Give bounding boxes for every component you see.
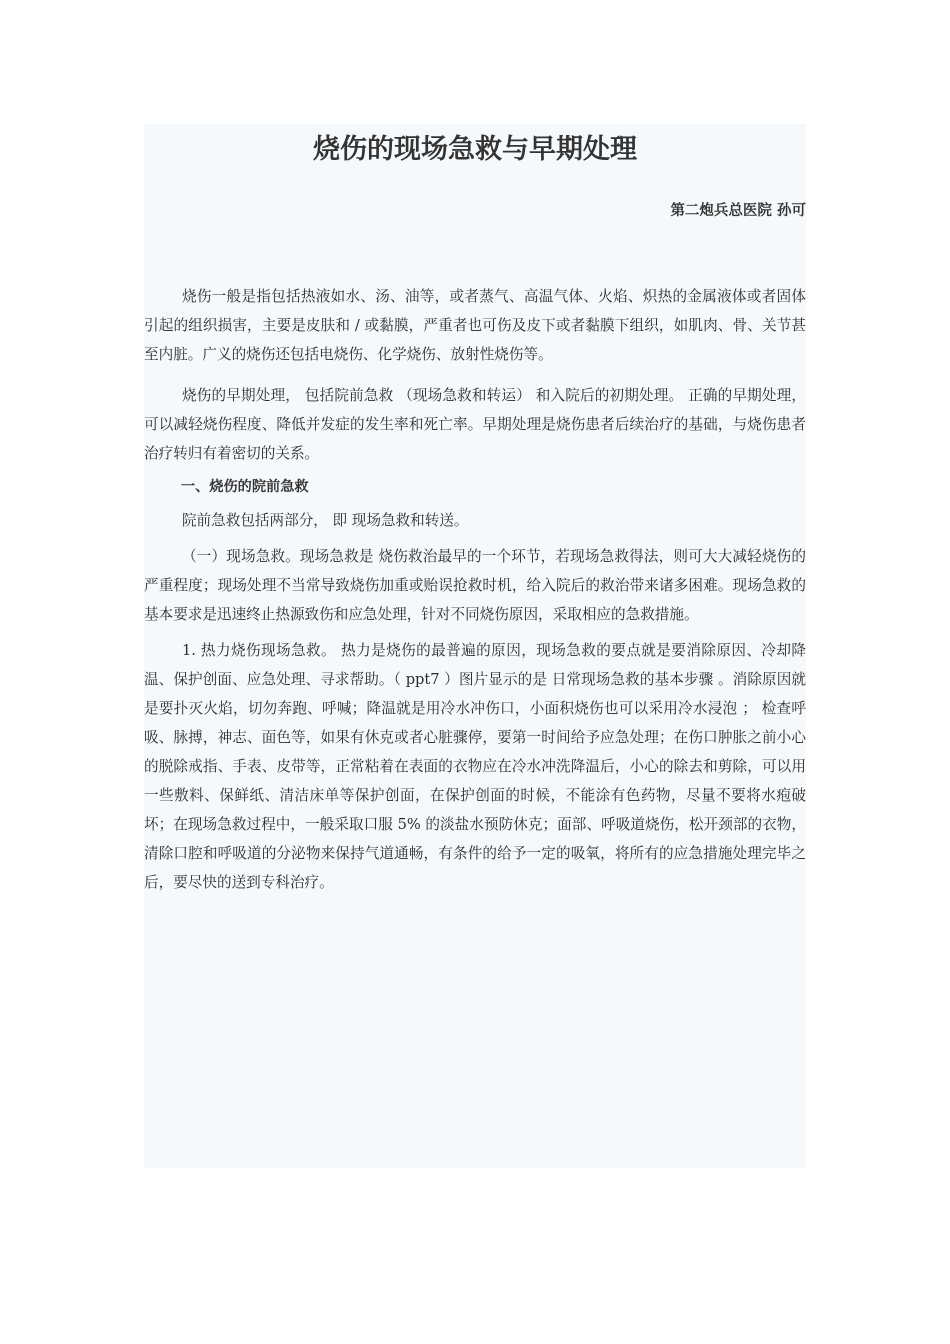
intro-paragraph-2: 烧伤的早期处理， 包括院前急救 （现场急救和转运） 和入院后的初期处理。 正确的早期处理，可以减轻烧伤程度、降低并发症的发生率和死亡率。早期处理是烧伤患者后续治疗的基础，与烧伤患者治疗转归有着密切的关系。 [144, 387, 806, 462]
section-paragraph-1: 院前急救包括两部分， 即 现场急救和转送。 [181, 512, 469, 529]
document-body [144, 282, 806, 909]
section-paragraph-3: 1. 热力烧伤现场急救。 热力是烧伤的最普遍的原因，现场急救的要点就是要消除原因、冷却降温、保护创面、应急处理、寻求帮助。（ ppt7 ）图片显示的是 日常现场急救的基本步骤 。消除原因就是要扑灭火焰，切勿奔跑、呼喊；降温就是用冷水冲伤口，小面积烧伤也可以采用冷水浸泡 ； 检查呼吸、脉搏，神志、面色等，如果有休克或者心脏骤停，要第一时间给予应急处理；在伤口肿胀之前小心的脱除戒指、手表、皮带等，正常粘着在表面的衣物应在冷水冲洗降温后，小心的除去和剪除，可以用一些敷料、保鲜纸、清洁床单等保护创面，在保护创面的时候，不能涂有色药物，尽量不要将水疱破坏；在现场急救过程中，一般采取口服 5% 的淡盐水预防休克；面部、呼吸道烧伤，松开颈部的衣物，清除口腔和呼吸道的分泌物来保持气道通畅，有条件的给予一定的吸氧，将所有的应急措施处理完毕之后，要尽快的送到专科治疗。 [144, 642, 806, 891]
section-heading: 一、烧伤的院前急救 [180, 479, 309, 495]
intro-paragraph-1: 烧伤一般是指包括热液如水、汤、油等，或者蒸气、高温气体、火焰、炽热的金属液体或者固体引起的组织损害，主要是皮肤和 / 或黏膜，严重者也可伤及皮下或者黏膜下组织，如肌肉、骨、关节甚至内脏。广义的烧伤还包括电烧伤、化学烧伤、放射性烧伤等。 [144, 288, 806, 363]
section-paragraph-2: （一）现场急救。现场急救是 烧伤救治最早的一个环节，若现场急救得法，则可大大减轻烧伤的严重程度；现场处理不当常导致烧伤加重或贻误抢救时机，给入院后的救治带来诸多困难。现场急救的基本要求是迅速终止热源致伤和应急处理，针对不同烧伤原因，采取相应的急救措施。 [144, 548, 806, 623]
author-line: 第二炮兵总医院 孙可 [670, 203, 806, 219]
document-title: 烧伤的现场急救与早期处理 [313, 134, 637, 165]
